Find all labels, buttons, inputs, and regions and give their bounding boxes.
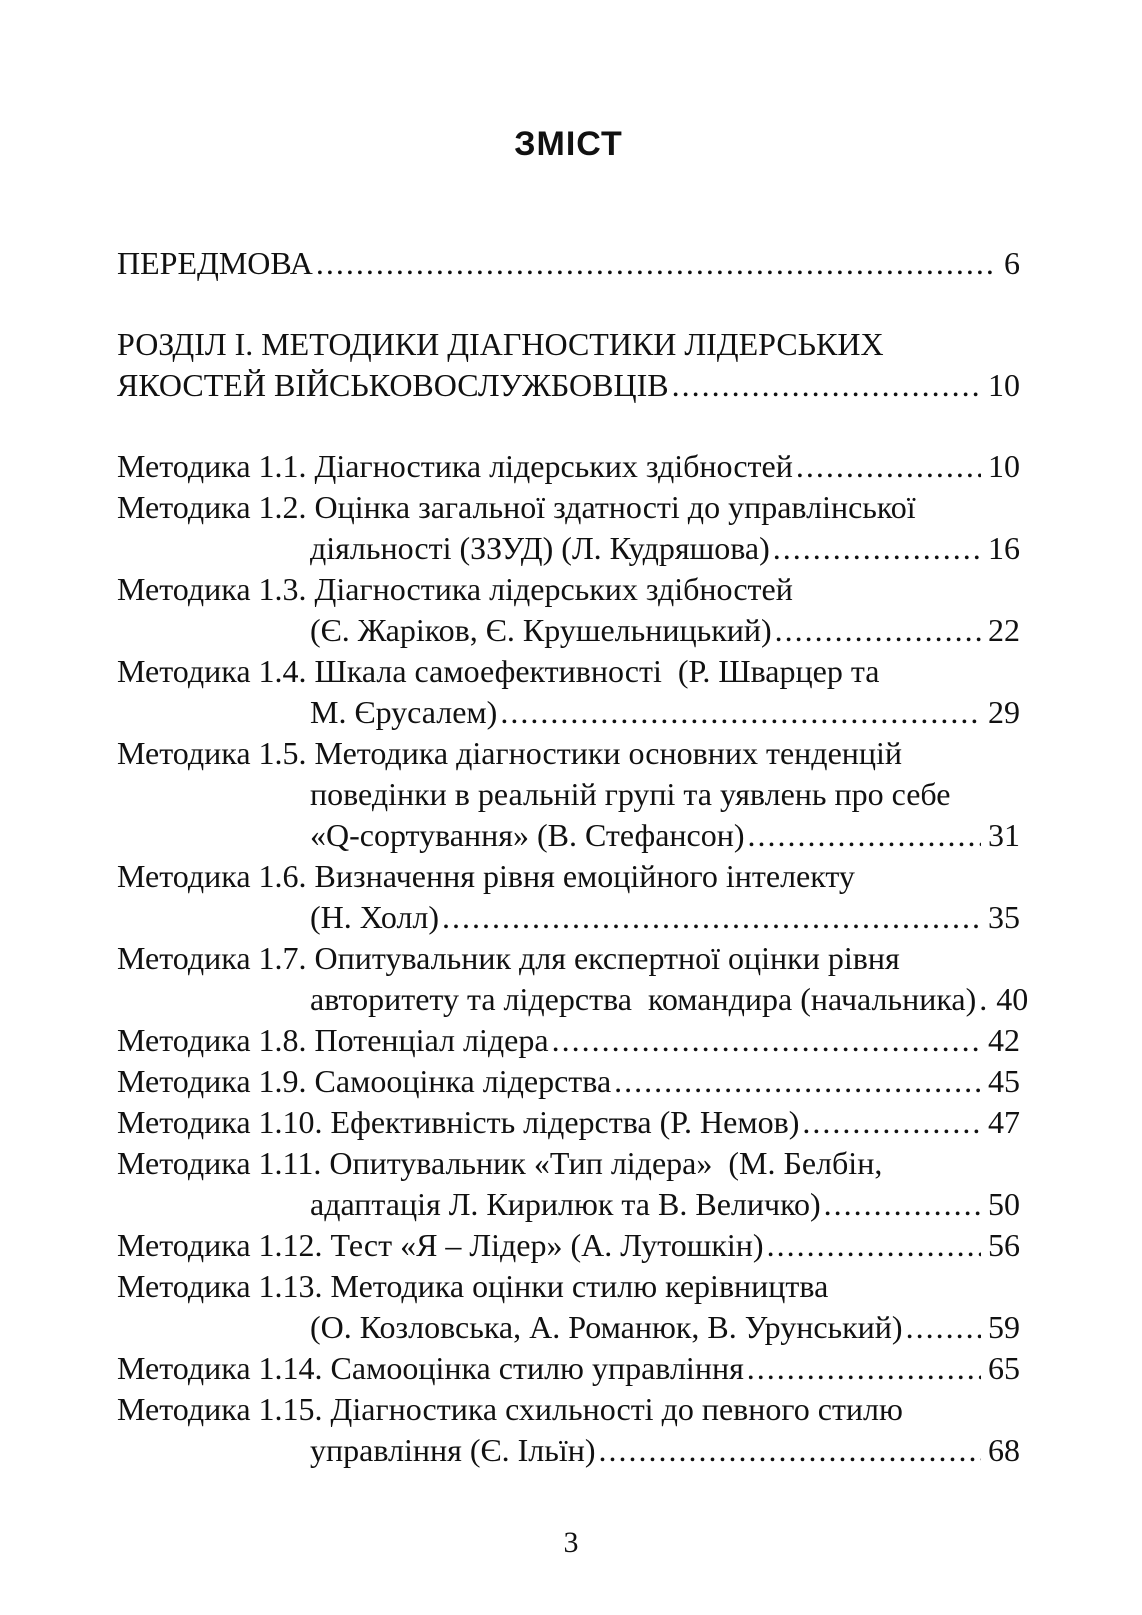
toc-entry-text: Методика 1.5. Методика діагностики основних тенденцій — [117, 735, 903, 771]
toc-page-number: 6 — [1004, 245, 1020, 281]
toc-page-number: 35 — [988, 899, 1020, 935]
toc-page-number: 31 — [988, 817, 1020, 853]
toc-page-number: 16 — [988, 530, 1020, 566]
dot-leader — [744, 1348, 981, 1389]
toc-entry-text: діяльності (ЗЗУД) (Л. Кудряшова) — [310, 530, 770, 566]
table-of-contents — [117, 243, 1029, 1471]
dot-leader — [764, 1225, 981, 1266]
toc-entry-text: Методика 1.8. Потенціал лідера — [117, 1022, 549, 1058]
dot-leader — [313, 243, 997, 284]
toc-entry-peredmova — [117, 243, 1020, 284]
toc-entry-text: Методика 1.12. Тест «Я – Лідер» (А. Лутошкін) — [117, 1227, 764, 1263]
dot-leader — [549, 1020, 981, 1061]
toc-line — [117, 938, 1020, 979]
toc-page-number: 40 — [996, 981, 1029, 1017]
dot-leader — [596, 1430, 981, 1471]
toc-page-number: 65 — [988, 1350, 1020, 1386]
dot-leader — [669, 365, 981, 406]
toc-entry-text: ЯКОСТЕЙ ВІЙСЬКОВОСЛУЖБОВЦІВ — [117, 367, 669, 403]
toc-line — [117, 569, 1020, 610]
toc-entry-text: Методика 1.15. Діагностика схильності до певного стилю — [117, 1391, 903, 1427]
toc-entry-metodyka-1-11 — [117, 1143, 1020, 1225]
toc-line — [117, 1225, 1020, 1266]
toc-entry-metodyka-1-15 — [117, 1389, 1020, 1471]
toc-entry-metodyka-1-4 — [117, 651, 1020, 733]
toc-entry-metodyka-1-3 — [117, 569, 1020, 651]
dot-leader — [772, 610, 981, 651]
toc-entry-text: Методика 1.11. Опитувальник «Тип лідера» (М. Белбін, — [117, 1145, 883, 1181]
toc-line — [117, 1389, 1020, 1430]
toc-line — [117, 324, 1020, 365]
toc-entry-metodyka-1-2 — [117, 487, 1020, 569]
toc-line — [117, 651, 1020, 692]
toc-page-number: 45 — [988, 1063, 1020, 1099]
toc-page-number: 50 — [988, 1186, 1020, 1222]
toc-line — [117, 856, 1020, 897]
toc-entry-text: Методика 1.6. Визначення рівня емоційного інтелекту — [117, 858, 855, 894]
page-title: ЗМІСТ — [514, 125, 623, 163]
toc-entry-metodyka-1-1 — [117, 446, 1020, 487]
toc-entry-rozdil-1 — [117, 324, 1020, 406]
toc-entry-text: РОЗДІЛ І. МЕТОДИКИ ДІАГНОСТИКИ ЛІДЕРСЬКИХ — [117, 326, 884, 362]
page-number-footer: 3 — [563, 1526, 579, 1559]
toc-entry-text: Методика 1.10. Ефективність лідерства (Р. Немов) — [117, 1104, 800, 1140]
toc-entry-metodyka-1-10 — [117, 1102, 1020, 1143]
toc-line — [117, 1307, 1020, 1348]
toc-page-number: 29 — [988, 694, 1020, 730]
toc-line — [117, 1061, 1020, 1102]
toc-line — [117, 774, 1020, 815]
toc-entry-text: Методика 1.13. Методика оцінки стилю керівництва — [117, 1268, 829, 1304]
toc-entry-text: Методика 1.3. Діагностика лідерських здібностей — [117, 571, 793, 607]
toc-entry-text: авторитету та лідерства командира (начальника) — [310, 981, 977, 1017]
toc-entry-text: Методика 1.4. Шкала самоефективності (Р. Шварцер та — [117, 653, 880, 689]
toc-entry-metodyka-1-13 — [117, 1266, 1020, 1348]
toc-line — [117, 610, 1020, 651]
toc-entry-text: поведінки в реальній групі та уявлень про себе — [310, 776, 951, 812]
toc-entry-metodyka-1-7 — [117, 938, 1029, 1020]
dot-leader — [793, 446, 981, 487]
toc-line — [117, 1020, 1020, 1061]
toc-entry-text: адаптація Л. Кирилюк та В. Величко) — [310, 1186, 821, 1222]
toc-page-number: 10 — [988, 448, 1020, 484]
toc-line — [117, 1430, 1020, 1471]
toc-line — [117, 243, 1020, 284]
dot-leader — [799, 1102, 981, 1143]
toc-entry-text: Методика 1.2. Оцінка загальної здатності до управлінської — [117, 489, 916, 525]
toc-entry-text: М. Єрусалем) — [310, 694, 498, 730]
toc-entry-metodyka-1-5 — [117, 733, 1020, 856]
toc-line — [117, 1266, 1020, 1307]
toc-entry-metodyka-1-6 — [117, 856, 1020, 938]
toc-page-number: 56 — [988, 1227, 1020, 1263]
toc-line — [117, 733, 1020, 774]
toc-page-number: 47 — [988, 1104, 1020, 1140]
dot-leader — [745, 815, 981, 856]
toc-entry-text: «Q-сортування» (В. Стефансон) — [310, 817, 745, 853]
toc-line — [117, 1102, 1020, 1143]
toc-entry-text: управління (Є. Ільїн) — [310, 1432, 596, 1468]
dot-leader — [611, 1061, 981, 1102]
toc-page-number: 10 — [988, 367, 1020, 403]
toc-line — [117, 815, 1020, 856]
dot-leader — [497, 692, 981, 733]
toc-line — [117, 365, 1020, 406]
dot-leader — [439, 897, 981, 938]
toc-entry-text: Методика 1.1. Діагностика лідерських здібностей — [117, 448, 793, 484]
toc-line — [117, 897, 1020, 938]
toc-entry-text: Методика 1.14. Самооцінка стилю управління — [117, 1350, 744, 1386]
toc-page-number: 68 — [988, 1432, 1020, 1468]
toc-line — [117, 487, 1020, 528]
dot-leader — [976, 979, 989, 1020]
toc-entry-text: Методика 1.7. Опитувальник для експертної оцінки рівня — [117, 940, 900, 976]
dot-leader — [903, 1307, 981, 1348]
toc-page-number: 59 — [988, 1309, 1020, 1345]
dot-leader — [821, 1184, 981, 1225]
toc-entry-metodyka-1-14 — [117, 1348, 1020, 1389]
toc-entry-text: (Є. Жаріков, Є. Крушельницький) — [310, 612, 772, 648]
dot-leader — [770, 528, 981, 569]
toc-line — [117, 1348, 1020, 1389]
toc-line — [117, 446, 1020, 487]
toc-page-number: 42 — [988, 1022, 1020, 1058]
toc-entry-text: Методика 1.9. Самооцінка лідерства — [117, 1063, 612, 1099]
toc-line — [117, 528, 1020, 569]
toc-line — [117, 979, 1029, 1020]
toc-page-number: 22 — [988, 612, 1020, 648]
toc-entry-text: (Н. Холл) — [310, 899, 440, 935]
toc-entry-metodyka-1-8 — [117, 1020, 1020, 1061]
toc-entry-text: (О. Козловська, А. Романюк, В. Урунський) — [310, 1309, 903, 1345]
toc-entry-metodyka-1-9 — [117, 1061, 1020, 1102]
toc-line — [117, 692, 1020, 733]
toc-entry-text: ПЕРЕДМОВА — [117, 245, 313, 281]
toc-line — [117, 1143, 1020, 1184]
toc-entry-metodyka-1-12 — [117, 1225, 1020, 1266]
toc-line — [117, 1184, 1020, 1225]
